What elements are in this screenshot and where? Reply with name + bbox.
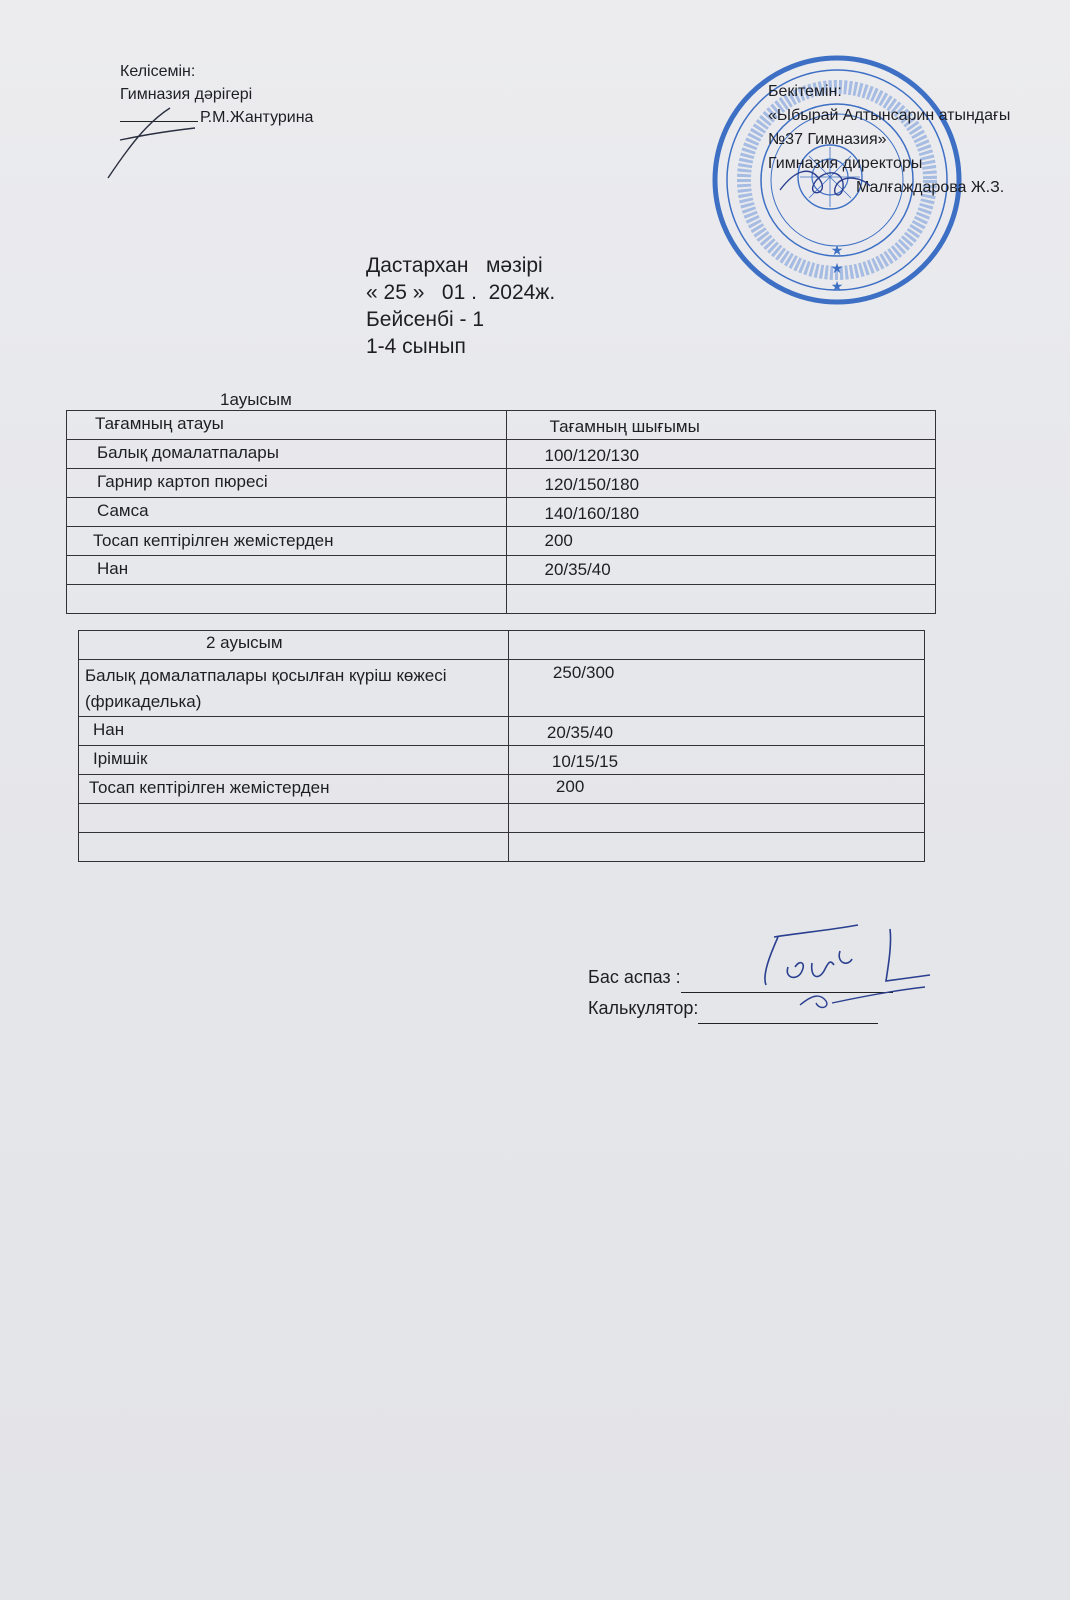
- doctor-signature: [100, 100, 210, 185]
- approval-right-position: Гимназия директоры: [768, 155, 923, 172]
- shift2-label-row: [79, 631, 925, 660]
- dish-name: Ірімшік: [93, 749, 148, 768]
- table-row: [67, 440, 936, 469]
- table-row: [67, 498, 936, 527]
- table-row: [67, 527, 936, 556]
- table-row: [79, 746, 925, 775]
- dish-name: Балық домалатпалары: [97, 443, 279, 462]
- director-signature: [775, 160, 875, 205]
- dish-name: Самса: [97, 501, 149, 520]
- document-grade: 1-4 сынып: [366, 335, 466, 358]
- dish-name: Тосап кептірілген жемістерден: [93, 531, 334, 550]
- table-row-empty: [79, 833, 925, 862]
- dish-name: Тосап кептірілген жемістерден: [89, 778, 330, 797]
- page-title: Дастархан мәзірі: [366, 254, 543, 277]
- approval-right-org-line2: №37 Гимназия»: [768, 131, 887, 148]
- chef-label: Бас аспаз :: [588, 967, 681, 987]
- table-row-empty: [67, 585, 936, 614]
- calculator-label: Калькулятор:: [588, 998, 699, 1018]
- dish-output: 200: [555, 777, 585, 796]
- dish-output: 10/15/15: [551, 752, 619, 771]
- approval-right-heading: Бекітемін:: [768, 83, 842, 100]
- dish-name: Балық домалатпалары қосылған күріш көжесі (фрикаделька): [85, 666, 447, 711]
- table-row-empty: [79, 804, 925, 833]
- dish-name: Нан: [93, 720, 125, 739]
- shift2-table: [78, 630, 925, 862]
- dish-output: 100/120/130: [544, 446, 640, 465]
- dish-output: 140/160/180: [544, 504, 640, 523]
- table-row: [67, 556, 936, 585]
- table-row: [67, 469, 936, 498]
- dish-output: 120/150/180: [544, 475, 640, 494]
- table-row: [79, 660, 925, 717]
- shift1-table: [66, 410, 936, 614]
- column-header-name: Тағамның атауы: [95, 414, 224, 433]
- dish-name: Нан: [97, 559, 129, 578]
- dish-output: 20/35/40: [544, 560, 611, 579]
- svg-text:★: ★: [830, 243, 844, 259]
- shift1-label: 1ауысым: [220, 390, 292, 409]
- document-day: Бейсенбі - 1: [366, 308, 485, 331]
- dish-name: Гарнир картоп пюресі: [97, 472, 268, 491]
- dish-output: 250/300: [552, 663, 615, 682]
- title-block: [366, 252, 555, 360]
- dish-output: 200: [544, 531, 573, 550]
- approval-right-org-line1: «Ыбырай Алтынсарин атындағы: [768, 107, 1011, 124]
- dish-output: 20/35/40: [546, 723, 614, 742]
- shift2-label: 2 ауысым: [206, 633, 283, 652]
- approval-left-name: Р.М.Жантурина: [200, 109, 314, 126]
- table-row: [79, 717, 925, 746]
- approval-left-position: Гимназия дәрігері: [120, 86, 253, 103]
- svg-text:★: ★: [830, 279, 844, 295]
- approval-left-heading: Келісемін:: [120, 63, 196, 80]
- chef-signature: [740, 915, 940, 1025]
- table-row: [79, 775, 925, 804]
- document-date: « 25 » 01 . 2024ж.: [366, 281, 556, 304]
- column-header-output: Тағамның шығымы: [549, 417, 700, 436]
- svg-text:★: ★: [830, 261, 844, 277]
- table-header-row: [67, 411, 936, 440]
- approval-right-name: Малғаждарова Ж.З.: [856, 179, 1005, 196]
